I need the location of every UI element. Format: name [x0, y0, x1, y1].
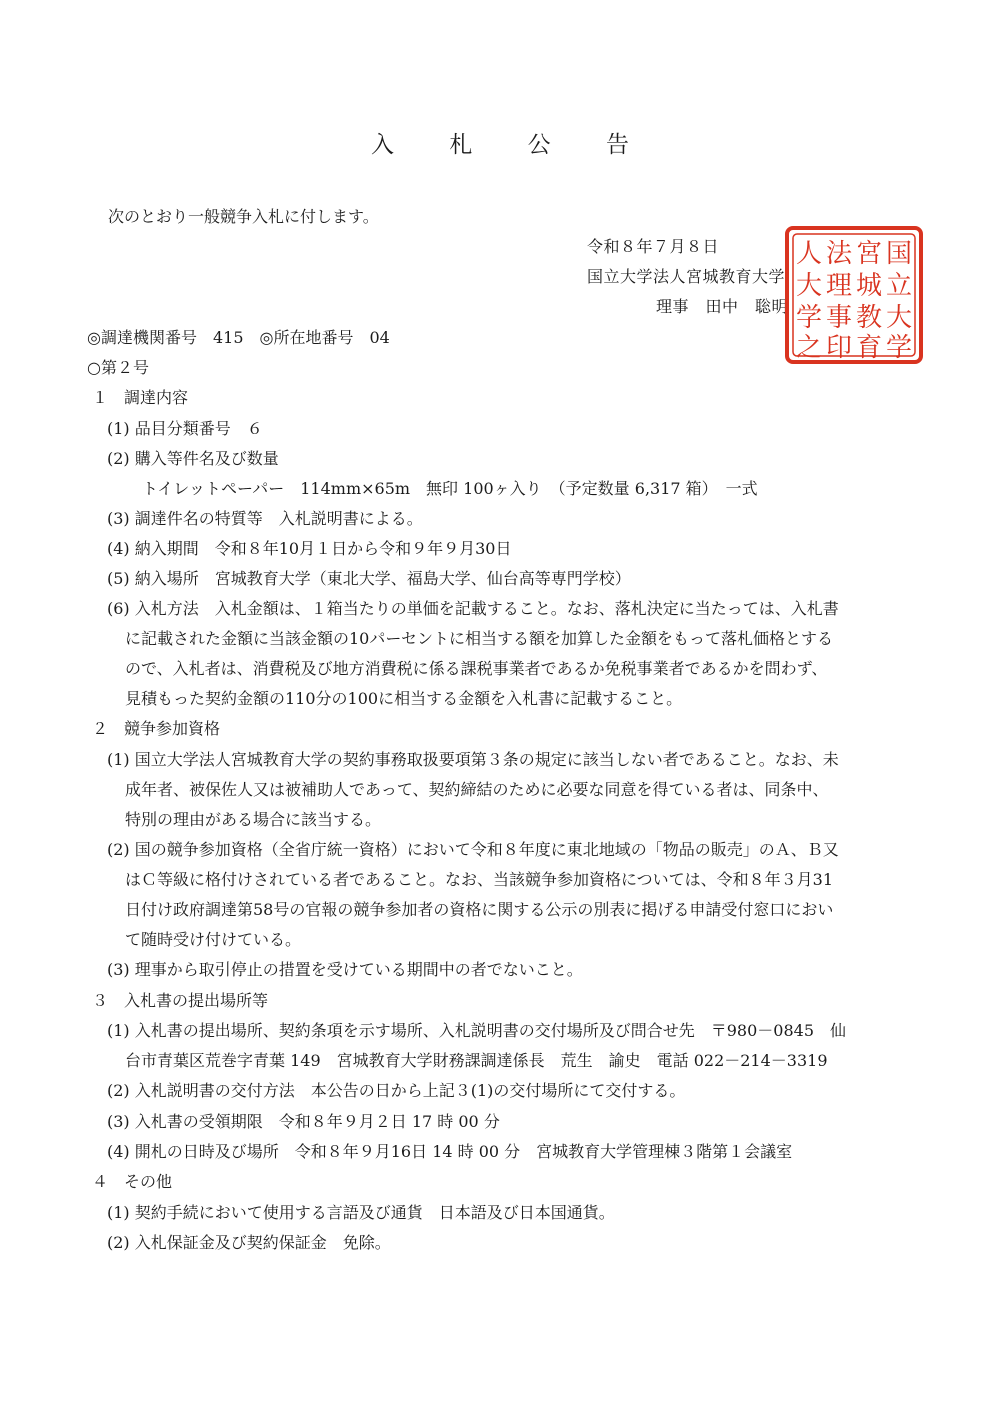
svg-text:宮: 宮: [855, 239, 883, 269]
list-item: (1) 入札書の提出場所、契約条項を示す場所、入札説明書の交付場所及び問合せ先 〒980－0845 仙: [107, 1021, 847, 1040]
section-heading: ２ 競争参加資格: [92, 719, 221, 738]
list-item: (1) 契約手続において使用する言語及び通貨 日本語及び日本国通貨。: [107, 1203, 615, 1222]
svg-text:立: 立: [885, 271, 913, 301]
list-item: (3) 調達件名の特質等 入札説明書による。: [107, 509, 423, 528]
list-item: 日付け政府調達第58号の官報の競争参加者の資格に関する公示の別表に掲げる申請受付窓口におい: [125, 900, 834, 919]
list-item: (2) 入札説明書の交付方法 本公告の日から上記３(1)の交付場所にて交付する。: [107, 1081, 686, 1100]
svg-text:学: 学: [885, 333, 913, 363]
svg-text:教: 教: [855, 303, 883, 333]
list-item: (4) 開札の日時及び場所 令和８年９月16日 14 時 00 分 宮城教育大学管理棟３階第１会議室: [107, 1142, 793, 1161]
list-item: (1) 国立大学法人宮城教育大学の契約事務取扱要項第３条の規定に該当しない者であること。なお、未: [107, 750, 839, 769]
section-heading: ３ 入札書の提出場所等: [92, 991, 269, 1010]
section-heading: １ 調達内容: [92, 388, 189, 407]
list-item: (4) 納入期間 令和８年10月１日から令和９年９月30日: [107, 539, 512, 558]
svg-text:育: 育: [855, 333, 883, 363]
official-seal-icon: [783, 224, 925, 366]
issuer-organization: 国立大学法人宮城教育大学: [587, 267, 786, 286]
svg-text:大: 大: [885, 303, 913, 333]
list-item: (2) 入札保証金及び契約保証金 免除。: [107, 1233, 391, 1252]
list-item: (2) 購入等件名及び数量: [107, 449, 279, 468]
svg-text:学: 学: [795, 303, 823, 333]
list-item: (3) 入札書の受領期限 令和８年９月２日 17 時 00 分: [107, 1112, 500, 1131]
list-item: (2) 国の競争参加資格（全省庁統一資格）において令和８年度に東北地域の「物品の販売」のＡ、Ｂ又: [107, 840, 839, 859]
svg-text:之: 之: [795, 333, 823, 363]
list-item: 成年者、被保佐人又は被補助人であって、契約締結のために必要な同意を得ている者は、同条中、: [125, 780, 829, 799]
svg-text:国: 国: [885, 239, 913, 269]
svg-text:理: 理: [825, 271, 853, 301]
list-item: (3) 理事から取引停止の措置を受けている期間中の者でないこと。: [107, 960, 583, 979]
list-item: (6) 入札方法 入札金額は、１箱当たりの単価を記載すること。なお、落札決定に当たっては、入札書: [107, 599, 839, 618]
section-heading: ４ その他: [92, 1172, 173, 1191]
procurement-codes: ◎調達機関番号 415 ◎所在地番号 04: [87, 328, 390, 347]
list-item: 見積もった契約金額の110分の100に相当する金額を入札書に記載すること。: [125, 689, 683, 708]
list-item: 台市青葉区荒巻字青葉 149 宮城教育大学財務課調達係長 荒生 諭史 電話 022－214－3319: [125, 1051, 828, 1070]
list-item: (1) 品目分類番号 ６: [107, 419, 263, 438]
list-item: 特別の理由がある場合に該当する。: [125, 810, 382, 829]
issuer-signatory: 理事 田中 聡明: [656, 297, 789, 316]
list-item: トイレットペーパー 114mm×65m 無印 100ヶ入り （予定数量 6,317 箱） 一式: [142, 479, 758, 498]
list-item: ので、入札者は、消費税及び地方消費税に係る課税事業者であるか免税事業者であるかを問わず、: [125, 659, 828, 678]
intro-text: 次のとおり一般競争入札に付します。: [108, 207, 379, 226]
svg-text:人: 人: [795, 239, 823, 269]
page-title: 入 札 公 告: [371, 132, 653, 158]
notice-number: ○第２号: [87, 358, 149, 377]
svg-text:大: 大: [795, 271, 823, 301]
list-item: に記載された金額に当該金額の10パーセントに相当する額を加算した金額をもって落札価格とする: [125, 629, 834, 648]
list-item: はＣ等級に格付けされている者であること。なお、当該競争参加資格については、令和８年３月31: [125, 870, 834, 889]
issue-date: 令和８年７月８日: [587, 237, 720, 256]
svg-text:法: 法: [825, 239, 853, 269]
list-item: て随時受け付けている。: [125, 930, 302, 949]
list-item: (5) 納入場所 宮城教育大学（東北大学、福島大学、仙台高等専門学校）: [107, 569, 631, 588]
svg-text:事: 事: [825, 303, 853, 333]
svg-text:城: 城: [855, 271, 883, 301]
svg-text:印: 印: [825, 333, 853, 363]
